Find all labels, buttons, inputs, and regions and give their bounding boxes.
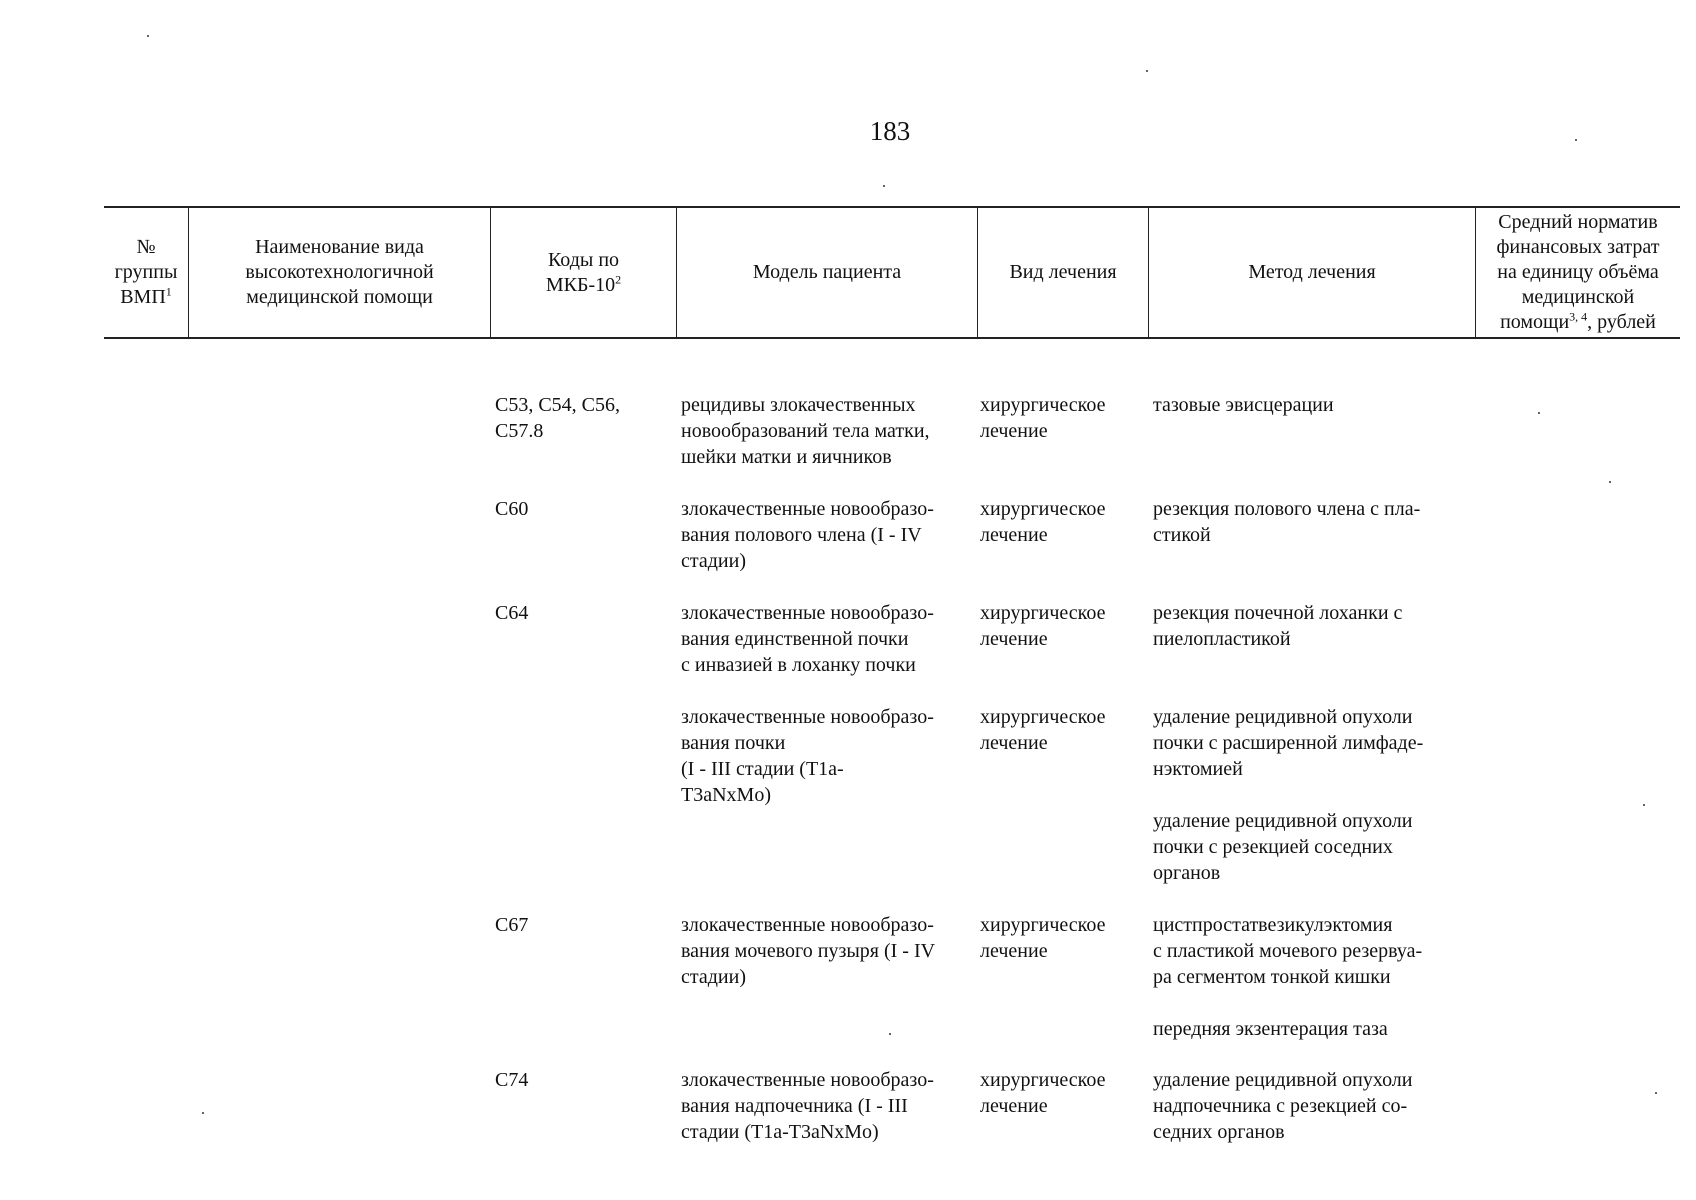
row-4-treatment-type: хирургическое лечение <box>980 706 1106 754</box>
row-5-icd-code: C67 <box>495 914 529 936</box>
scan-speck <box>889 1033 891 1035</box>
scan-speck <box>883 185 885 187</box>
scan-speck <box>1655 1092 1657 1094</box>
row-4-patient-model: злокачественные новообразо- вания почки (I - III стадии (T1a- T3aNxMo) <box>681 706 934 806</box>
row-1-patient-model: рецидивы злокачественных новообразований тела матки, шейки матки и яичников <box>681 394 930 468</box>
row-6-icd-code: C74 <box>495 1069 529 1091</box>
header-patient-model: Модель пациента <box>677 208 978 337</box>
scan-speck <box>1643 804 1645 806</box>
scan-speck <box>1609 481 1611 483</box>
row-1-icd-code: C53, C54, C56, C57.8 <box>495 394 621 442</box>
row-6-patient-model: злокачественные новообразо- вания надпочечника (I - III стадии (T1a-T3aNxMo) <box>681 1069 934 1143</box>
scan-speck <box>202 1112 204 1114</box>
table-header <box>104 206 1680 339</box>
row-2-patient-model: злокачественные новообразо- вания полового члена (I - IV стадии) <box>681 498 934 572</box>
row-2-icd-code: C60 <box>495 498 529 520</box>
row-5-treatment-method: цистпростатвезикулэктомия с пластикой мочевого резервуа- ра сегментом тонкой кишки <box>1153 914 1423 988</box>
row-2-treatment-type: хирургическое лечение <box>980 498 1106 546</box>
scan-speck <box>1575 139 1577 141</box>
row-1-treatment-type: хирургическое лечение <box>980 394 1106 442</box>
page-number: 183 <box>869 116 911 146</box>
row-6-treatment-type: хирургическое лечение <box>980 1069 1106 1117</box>
scan-speck <box>147 35 149 37</box>
row-3-treatment-type: хирургическое лечение <box>980 602 1106 650</box>
row-5-treatment-method-2: передняя экзентерация таза <box>1153 1018 1388 1040</box>
row-6-treatment-method: удаление рецидивной опухоли надпочечника с резекцией со- седних органов <box>1153 1069 1413 1143</box>
header-group-number: № группы ВМП$^1$ <box>104 208 189 337</box>
scan-speck <box>1538 412 1540 414</box>
row-4-treatment-method: удаление рецидивной опухоли почки с расширенной лимфаде- нэктомией <box>1153 706 1424 780</box>
row-1-treatment-method: тазовые эвисцерации <box>1153 394 1334 416</box>
row-2-treatment-method: резекция полового члена с пла- стикой <box>1153 498 1421 546</box>
row-3-patient-model: злокачественные новообразо- вания единственной почки с инвазией в лоханку почки <box>681 602 934 676</box>
header-cost-norm: Средний норматив финансовых затрат на единицу объёма медицинской помощи$^{3, 4}$, рублей <box>1496 211 1660 333</box>
header-icd-codes: Коды по МКБ-$10^2$ <box>491 208 677 337</box>
row-3-treatment-method: резекция почечной лоханки с пиелопластикой <box>1153 602 1403 650</box>
header-treatment-type: Вид лечения <box>978 208 1149 337</box>
header-treatment-method: Метод лечения <box>1149 208 1476 337</box>
scan-speck <box>1146 70 1148 72</box>
row-5-patient-model: злокачественные новообразо- вания мочевого пузыря (I - IV стадии) <box>681 914 936 988</box>
header-care-type: Наименование вида высокотехнологичной медицинской помощи <box>189 208 491 337</box>
row-3-icd-code: C64 <box>495 602 529 624</box>
row-4-treatment-method-2: удаление рецидивной опухоли почки с резекцией соседних органов <box>1153 810 1413 884</box>
row-5-treatment-type: хирургическое лечение <box>980 914 1106 962</box>
